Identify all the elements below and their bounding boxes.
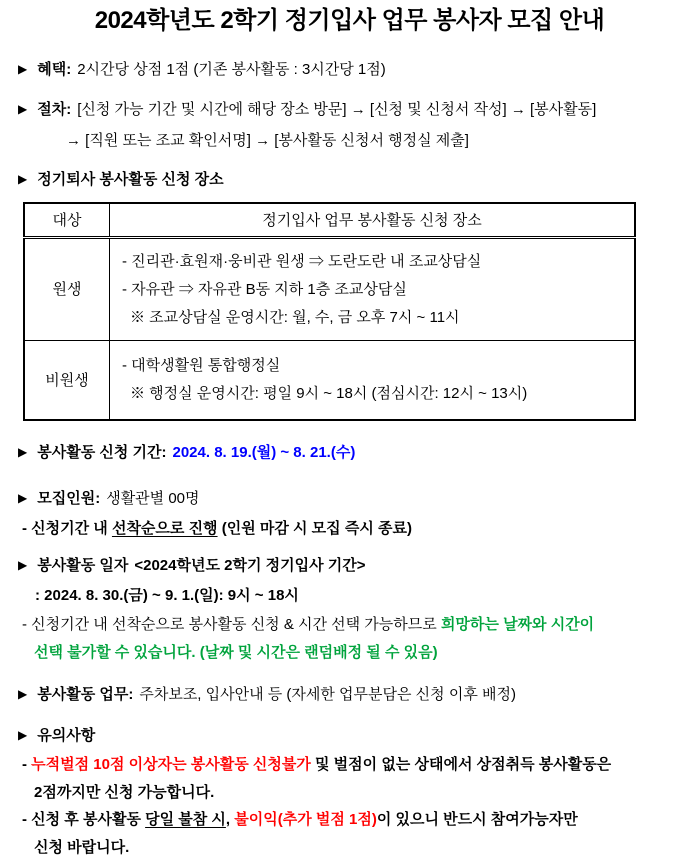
procedure-text: [신청 가능 기간 및 시간에 해당 장소 방문] → [신청 및 신청서 작성] → [봉사활동]: [77, 101, 597, 118]
note2-post: 이 있으니 반드시 참여가능자만: [376, 811, 578, 828]
table-cell-detail: [110, 238, 636, 341]
table-detail-line: ※ 행정실 운영시간: 평일 9시 ~ 18시 (점심시간: 12시 ~ 13시): [130, 385, 528, 402]
bullet-triangle-icon: ▶: [18, 491, 28, 505]
table-header-row: [24, 203, 635, 238]
note2-pre: - 신청 후 봉사활동: [22, 811, 146, 828]
bullet-triangle-icon: ▶: [18, 102, 28, 116]
bullet-triangle-icon: ▶: [18, 445, 28, 459]
recruit-note-pre: - 신청기간 내: [22, 520, 112, 537]
activity-note-green-2: 선택 불가할 수 있습니다. (날짜 및 시간은 랜덤배정 될 수 있음): [34, 644, 438, 661]
bullet-triangle-icon: ▶: [18, 728, 28, 742]
activity-note-black: - 신청기간 내 선착순으로 봉사활동 신청 & 시간 선택 가능하므로: [22, 616, 441, 633]
activity-date-line: [18, 555, 699, 577]
recruit-text: 생활관별 00명: [106, 490, 200, 507]
activity-date-label: 봉사활동 일자: [37, 557, 129, 574]
activity-date-bracket: <2024학년도 2학기 정기입사 기간>: [134, 557, 366, 574]
table-cell-target: 원생: [24, 238, 110, 341]
recruit-note-line: [22, 518, 699, 539]
place-heading: [18, 169, 699, 191]
notes-item-2-line-2: 신청 바랍니다.: [34, 839, 130, 856]
procedure-label: 절차:: [37, 101, 72, 118]
notes-item-1: [22, 754, 699, 775]
table-cell-target: 비원생: [24, 341, 110, 421]
note1-red-text: 누적벌점 10점 이상자는 봉사활동 신청불가: [31, 756, 311, 773]
bullet-triangle-icon: ▶: [18, 687, 28, 701]
table-header-target: 대상: [24, 203, 110, 238]
notes-heading: [18, 725, 699, 747]
bullet-triangle-icon: ▶: [18, 558, 28, 572]
notes-heading-text: 유의사항: [37, 727, 96, 744]
activity-note-line: [22, 614, 699, 635]
recruit-note-post: (인원 마감 시 모집 즉시 종료): [217, 520, 412, 537]
activity-note-green: 희망하는 날짜와 시간이: [440, 616, 595, 633]
note1-black-text: 및 벌점이 없는 상태에서 상점취득 봉사활동은: [310, 756, 612, 773]
apply-period-dates: 2024. 8. 19.(월) ~ 8. 21.(수): [172, 444, 356, 461]
table-row: [24, 238, 635, 341]
table-detail-line: - 진리관·효원재·웅비관 원생 ⇒ 도란도란 내 조교상담실: [122, 252, 482, 270]
table-row: [24, 341, 635, 421]
notes-item-2: [22, 809, 699, 830]
bullet-triangle-icon: ▶: [18, 172, 28, 186]
page-title: 2024학년도 2학기 정기입사 업무 봉사자 모집 안내: [94, 7, 605, 34]
activity-schedule-line: : 2024. 8. 30.(금) ~ 9. 1.(일): 9시 ~ 18시: [35, 587, 299, 604]
benefit-label: 혜택:: [37, 61, 72, 78]
recruit-note-underlined: 선착순으로 진행: [111, 520, 218, 537]
recruit-label: 모집인원:: [37, 490, 101, 507]
apply-period-label: 봉사활동 신청 기간:: [37, 444, 167, 461]
tasks-line: [18, 684, 699, 706]
tasks-label: 봉사활동 업무:: [37, 686, 134, 703]
note2-red-text: 불이익(추가 벌점 1점): [234, 811, 377, 828]
activity-note-line-2: [34, 642, 699, 663]
table-detail-line: - 대학생활원 통합행정실: [122, 357, 281, 374]
apply-period-line: [18, 442, 699, 464]
place-table: [23, 202, 636, 421]
table-detail-line: - 자유관 ⇒ 자유관 B동 지하 1층 조교상담실: [122, 280, 407, 298]
benefit-line: [18, 59, 699, 81]
recruit-line: [18, 488, 699, 510]
table-detail-line: ※ 조교상담실 운영시간: 월, 수, 금 오후 7시 ~ 11시: [130, 308, 460, 326]
note2-underlined: 당일 불참 시: [145, 811, 226, 828]
place-heading-text: 정기퇴사 봉사활동 신청 장소: [37, 171, 224, 188]
tasks-text: 주차보조, 입사안내 등 (자세한 업무분담은 신청 이후 배정): [139, 686, 516, 703]
notes-item-1-line-2: 2점까지만 신청 가능합니다.: [34, 784, 215, 801]
note1-dash: -: [22, 756, 32, 773]
procedure-line: [18, 99, 699, 121]
table-cell-detail: [110, 341, 636, 421]
benefit-text: 2시간당 상점 1점 (기존 봉사활동 : 3시간당 1점): [77, 61, 386, 78]
table-header-place: 정기입사 업무 봉사활동 신청 장소: [110, 203, 636, 238]
bullet-triangle-icon: ▶: [18, 62, 28, 76]
procedure-line-2: → [직원 또는 조교 확인서명] → [봉사활동 신청서 행정실 제출]: [66, 132, 469, 149]
note2-comma: ,: [225, 811, 235, 828]
